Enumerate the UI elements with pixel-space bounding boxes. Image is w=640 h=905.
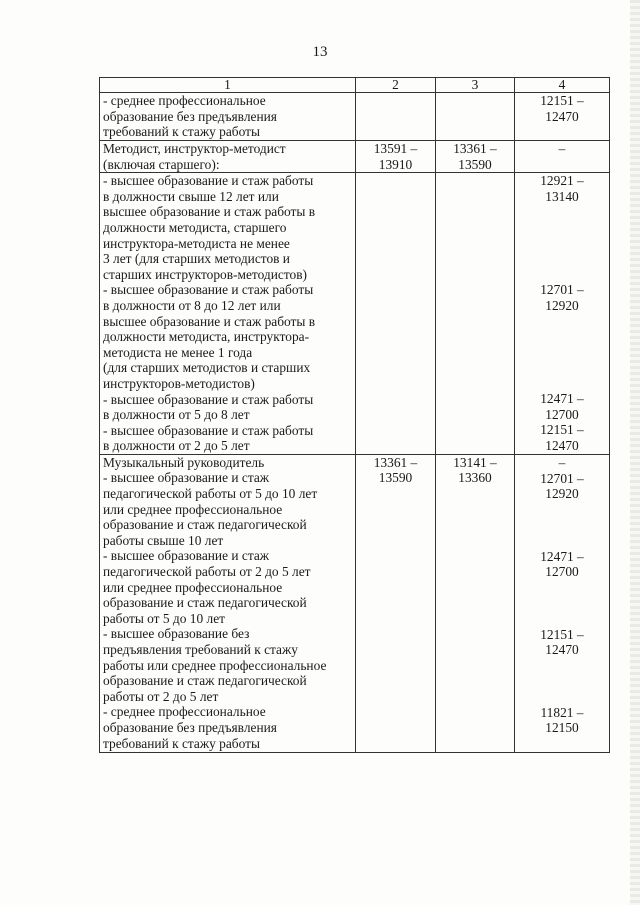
salary-table (99, 77, 610, 753)
range-col-4-value: 12151 – 12470 (540, 93, 584, 124)
header-col-2: 2 (356, 78, 436, 93)
position-cell (100, 454, 356, 752)
range-col-3-cell (436, 141, 515, 173)
range-col-4-cell (515, 454, 610, 752)
range-col-3-cell (436, 93, 515, 141)
range-col-2-cell (356, 141, 436, 173)
scan-edge (630, 0, 640, 905)
requirement-text: - высшее образование и стаж работы в должности свыше 12 лет или высшее образование и стаж работы в должности методиста, старшего инструктора-методиста не менее 3 лет (для старших методистов и старших инструкторов-методистов) (103, 173, 316, 282)
range-col-3-value: 13141 – 13360 (453, 454, 497, 486)
table-row (100, 93, 610, 141)
table-row (100, 454, 610, 752)
requirement-text: - высшее образование и стаж педагогической работы от 5 до 10 лет или среднее профессиональное образование и стаж педагогической работы свыше 10 лет (103, 470, 318, 548)
page-number: 13 (312, 44, 328, 60)
range-col-4-value: 12701 – 12920 (540, 282, 584, 313)
range-col-2-cell (356, 93, 436, 141)
header-col-4: 4 (515, 78, 610, 93)
range-col-4-cell (515, 173, 610, 455)
range-col-3-cell (436, 173, 515, 455)
requirement-text: - среднее профессиональное образование без предъявления требований к стажу работы (103, 704, 277, 751)
range-col-3-cell (436, 454, 515, 752)
range-col-4-value: 12151 – 12470 (540, 422, 584, 453)
position-cell (100, 141, 356, 173)
requirement-text: - высшее образование и стаж педагогической работы от 2 до 5 лет или среднее профессиональное образование и стаж педагогической работы от 5 до 10 лет (103, 548, 311, 626)
range-col-2-cell (356, 454, 436, 752)
position-cell (100, 173, 356, 455)
range-col-4-value: 12921 – 13140 (540, 173, 584, 204)
requirement-text: - среднее профессиональное образование без предъявления требований к стажу работы (103, 93, 277, 140)
range-col-4-cell (515, 141, 610, 173)
requirement-text: - высшее образование без предъявления требований к стажу работы или среднее профессиональное образование и стаж педагогической работы от 2 до 5 лет (103, 626, 327, 704)
range-col-4-value: 11821 – 12150 (540, 704, 584, 736)
position-cell (100, 93, 356, 141)
range-col-4-value: 12151 – 12470 (540, 626, 584, 658)
requirement-text: Музыкальный руководитель (103, 454, 265, 470)
header-col-1: 1 (100, 78, 356, 93)
requirement-text: - высшее образование и стаж работы в должности от 8 до 12 лет или высшее образование и стаж работы в должности методиста, инструктора- методиста не менее 1 года (для старших методистов и старших инструкторов-методистов) (103, 282, 316, 391)
range-col-2-value: 13591 – 13910 (373, 141, 418, 172)
range-col-4-value: – (558, 141, 566, 156)
range-col-4-value: – (558, 454, 566, 470)
header-col-3: 3 (436, 78, 515, 93)
requirement-text: - высшее образование и стаж работы в должности от 5 до 8 лет (103, 391, 314, 423)
range-col-2-cell (356, 173, 436, 455)
table-row (100, 173, 610, 455)
table-header-row (100, 78, 610, 93)
requirement-text: Методист, инструктор-методист (включая старшего): (103, 141, 286, 172)
range-col-4-cell (515, 93, 610, 141)
range-col-2-value: 13361 – 13590 (373, 454, 418, 486)
range-col-4-value: 12471 – 12700 (540, 391, 584, 422)
requirement-text: - высшее образование и стаж работы в должности от 2 до 5 лет (103, 422, 314, 454)
range-col-4-value: 12701 – 12920 (540, 470, 584, 502)
range-col-3-value: 13361 – 13590 (453, 141, 497, 172)
table-row (100, 141, 610, 173)
range-col-4-value: 12471 – 12700 (540, 548, 584, 580)
